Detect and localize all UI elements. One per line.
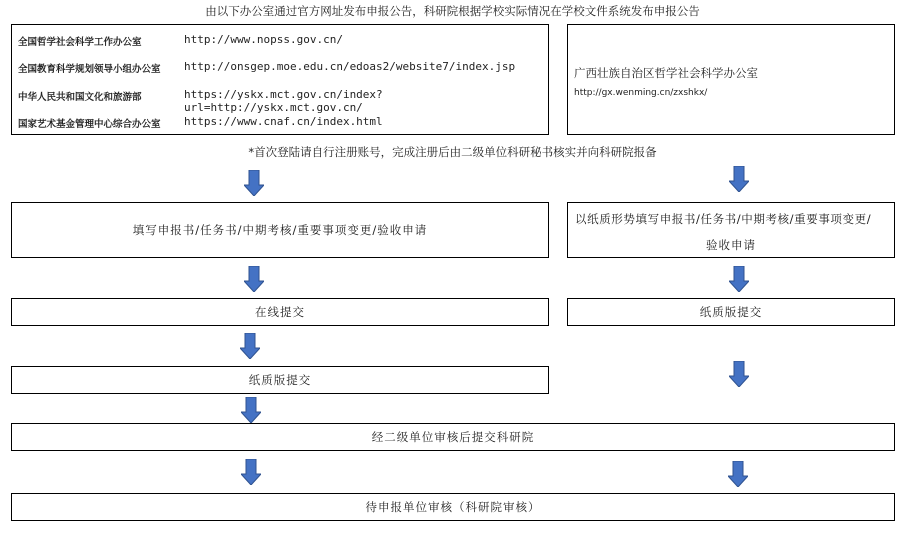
- arrow-down-icon: [241, 397, 261, 423]
- arrow-down-icon: [728, 461, 748, 487]
- arrow-down-icon: [240, 333, 260, 359]
- guangxi-office-box: [567, 24, 895, 135]
- secondary-review-label: 经二级单位审核后提交科研院: [371, 430, 535, 444]
- arrow-down-icon: [729, 266, 749, 292]
- arrow-down-icon: [729, 166, 749, 192]
- arrow-down-icon: [244, 170, 264, 196]
- office-url-4[interactable]: https://www.cnaf.cn/index.html: [184, 115, 383, 128]
- guangxi-office-url[interactable]: http://gx.wenming.cn/zxshkx/: [574, 88, 708, 98]
- final-review-box: [11, 493, 895, 521]
- fill-application-online-label: 填写申报书/任务书/中期考核/重要事项变更/验收申请: [132, 223, 428, 237]
- office-url-3[interactable]: https://yskx.mct.gov.cn/index?url=http://yskx.mct.gov.cn/: [184, 88, 383, 114]
- header-text: 由以下办公室通过官方网址发布申报公告，科研院根据学校实际情况在学校文件系统发布申报公告: [205, 4, 700, 18]
- final-review-label: 待申报单位审核（科研院审核）: [365, 500, 541, 514]
- office-list-box: [11, 24, 549, 135]
- online-submit-box: [11, 298, 549, 326]
- arrow-down-icon: [241, 459, 261, 485]
- office-name-2: 全国教育科学规划领导小组办公室: [18, 64, 161, 75]
- guangxi-office-name: 广西壮族自治区哲学社会科学办公室: [574, 66, 758, 80]
- office-url-2[interactable]: http://onsgep.moe.edu.cn/edoas2/website7/index.jsp: [184, 60, 516, 73]
- fill-application-online-box: [11, 202, 549, 258]
- office-name-4: 国家艺术基金管理中心综合办公室: [18, 119, 161, 130]
- fill-application-paper-line1: 以纸质形势填写申报书/任务书/中期考核/重要事项变更/: [575, 212, 872, 226]
- fill-application-paper-box: [567, 202, 895, 258]
- paper-submit-left-label: 纸质版提交: [248, 373, 312, 387]
- office-name-3: 中华人民共和国文化和旅游部: [18, 92, 142, 103]
- paper-submit-left-box: [11, 366, 549, 394]
- fill-application-paper-line2: 验收申请: [706, 238, 756, 252]
- arrow-down-icon: [729, 361, 749, 387]
- secondary-review-box: [11, 423, 895, 451]
- paper-submit-right-label: 纸质版提交: [699, 305, 763, 319]
- office-name-1: 全国哲学社会科学工作办公室: [18, 37, 142, 48]
- registration-note: *首次登陆请自行注册账号，完成注册后由二级单位科研秘书核实并向科研院报备: [248, 145, 657, 159]
- paper-submit-right-box: [567, 298, 895, 326]
- office-url-1[interactable]: http://www.nopss.gov.cn/: [184, 33, 343, 46]
- online-submit-label: 在线提交: [255, 305, 305, 319]
- arrow-down-icon: [244, 266, 264, 292]
